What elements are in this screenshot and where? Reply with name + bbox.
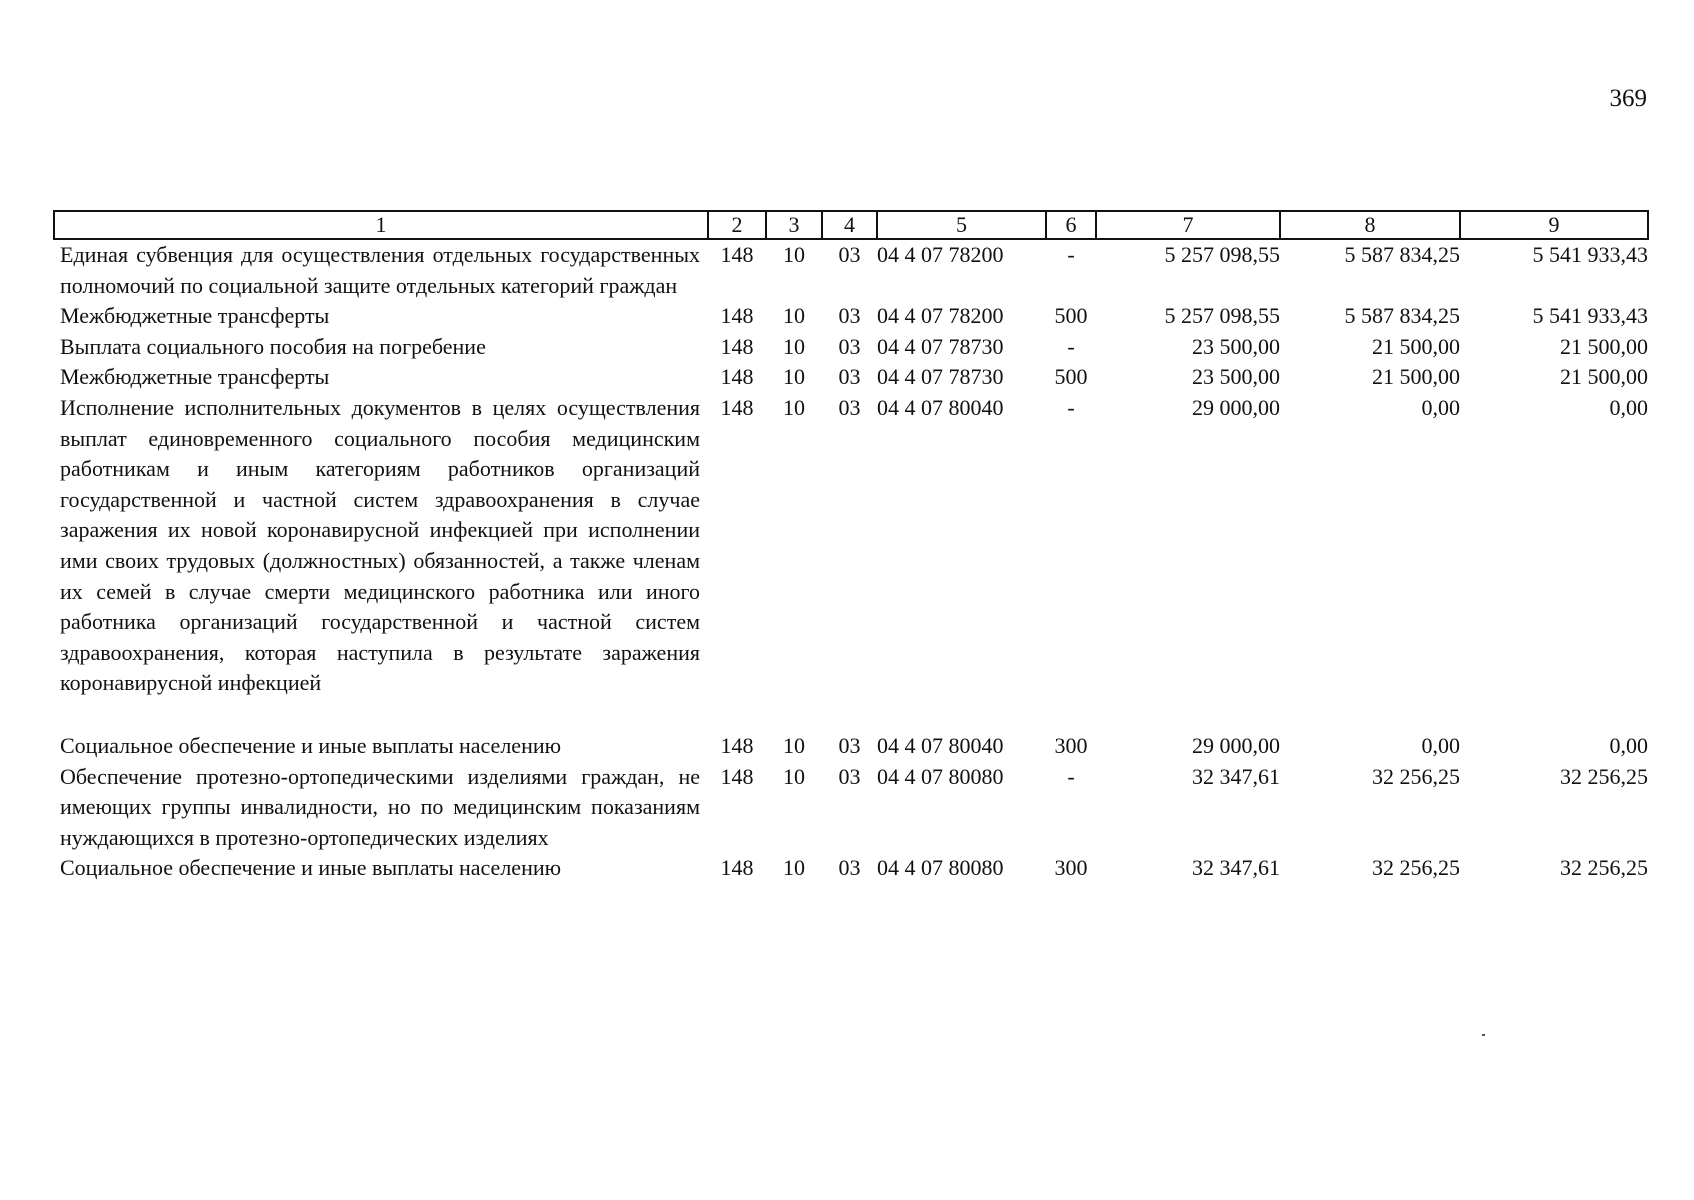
- row-col-9: 0,00: [1609, 394, 1648, 420]
- header-col-6: 6: [1046, 211, 1096, 239]
- header-col-1: 1: [54, 211, 708, 239]
- row-col-2: 148: [720, 763, 754, 789]
- row-col-6: 500: [1054, 303, 1088, 329]
- row-col-7: 23 500,00: [1192, 333, 1280, 359]
- row-name: Социальное обеспечение и иные выплаты населению: [60, 855, 562, 881]
- row-name: Межбюджетные трансферты: [60, 303, 330, 329]
- row-col-2: 148: [720, 855, 754, 881]
- row-col-8: 21 500,00: [1372, 364, 1460, 390]
- row-col-5: 04 4 07 80040: [877, 732, 1004, 758]
- row-col-4: 03: [838, 364, 861, 390]
- row-col-8: 5 587 834,25: [1344, 303, 1460, 329]
- row-col-6: 300: [1054, 732, 1088, 758]
- row-col-5: 04 4 07 78730: [877, 364, 1004, 390]
- row-col-3: 10: [783, 303, 805, 329]
- row-spacer: [54, 699, 1648, 731]
- row-col-6: -: [1067, 242, 1075, 267]
- row-col-5: 04 4 07 78730: [877, 333, 1004, 359]
- table-row: [54, 393, 1648, 699]
- row-col-6: -: [1067, 394, 1075, 420]
- row-col-6: -: [1067, 333, 1075, 359]
- row-col-4: 03: [838, 394, 861, 420]
- table-row: [54, 239, 1648, 301]
- row-col-9: 32 256,25: [1560, 763, 1648, 789]
- row-col-6: 500: [1054, 364, 1088, 390]
- row-col-7: 32 347,61: [1192, 763, 1280, 789]
- row-col-7: 32 347,61: [1192, 855, 1280, 881]
- header-row: [54, 211, 1648, 239]
- row-col-3: 10: [783, 394, 805, 420]
- row-col-5: 04 4 07 80080: [877, 855, 1004, 881]
- row-col-3: 10: [783, 333, 805, 359]
- row-name: Обеспечение протезно-ортопедическими изделиями граждан, не имеющих группы инвалидности, но по медицинским показаниям нуждающихся в протезно-ортопедических изделиях: [60, 763, 700, 850]
- table-row: [54, 332, 1648, 363]
- row-col-7: 23 500,00: [1192, 364, 1280, 390]
- table-header: [54, 211, 1648, 239]
- row-col-8: 0,00: [1421, 732, 1460, 758]
- header-col-4: 4: [822, 211, 877, 239]
- table-row: [54, 853, 1648, 884]
- row-name: Выплата социального пособия на погребение: [60, 333, 486, 359]
- row-col-9: 32 256,25: [1560, 855, 1648, 881]
- row-col-2: 148: [720, 364, 754, 390]
- header-col-8: 8: [1280, 211, 1460, 239]
- spacer-cell: [54, 699, 1648, 731]
- row-col-4: 03: [838, 763, 861, 789]
- row-col-8: 32 256,25: [1372, 855, 1460, 881]
- table-row: [54, 731, 1648, 762]
- row-col-9: 21 500,00: [1560, 364, 1648, 390]
- row-col-3: 10: [783, 364, 805, 390]
- header-col-3: 3: [766, 211, 822, 239]
- row-col-2: 148: [720, 333, 754, 359]
- row-col-5: 04 4 07 78200: [877, 303, 1004, 329]
- row-col-5: 04 4 07 80080: [877, 763, 1004, 789]
- table-row: [54, 762, 1648, 854]
- scan-speck: [1482, 1034, 1485, 1036]
- row-col-2: 148: [720, 303, 754, 329]
- budget-table: [53, 210, 1649, 884]
- row-col-3: 10: [783, 855, 805, 881]
- row-col-4: 03: [838, 855, 861, 881]
- row-col-7: 5 257 098,55: [1164, 303, 1280, 329]
- row-name: Исполнение исполнительных документов в целях осуществления выплат единовременного социального пособия медицинским работникам и иным категориям работников организаций государственной и частной систем здравоохранения в случае заражения их новой коронавирусной инфекцией при исполнении ими своих трудовых (должностных) обязанностей, а также членам их семей в случае смерти медицинского работника или иного работника организаций государственной и частной систем здравоохранения, которая наступила в результате заражения коронавирусной инфекцией: [60, 394, 700, 696]
- row-col-4: 03: [838, 333, 861, 359]
- row-col-5: 04 4 07 78200: [877, 242, 1004, 267]
- row-col-9: 5 541 933,43: [1532, 242, 1648, 267]
- row-col-3: 10: [783, 732, 805, 758]
- row-col-5: 04 4 07 80040: [877, 394, 1004, 420]
- row-col-9: 21 500,00: [1560, 333, 1648, 359]
- row-col-9: 0,00: [1609, 732, 1648, 758]
- row-col-7: 29 000,00: [1192, 394, 1280, 420]
- row-col-7: 29 000,00: [1192, 732, 1280, 758]
- row-col-8: 5 587 834,25: [1344, 242, 1460, 267]
- table-body: [54, 239, 1648, 884]
- row-col-8: 0,00: [1421, 394, 1460, 420]
- row-name: Единая субвенция для осуществления отдельных государственных полномочий по социальной защите отдельных категорий граждан: [60, 242, 700, 298]
- row-name: Межбюджетные трансферты: [60, 364, 330, 390]
- row-col-2: 148: [720, 732, 754, 758]
- row-col-2: 148: [720, 394, 754, 420]
- row-col-3: 10: [783, 242, 805, 267]
- row-name: Социальное обеспечение и иные выплаты населению: [60, 732, 562, 758]
- row-col-4: 03: [838, 732, 861, 758]
- header-col-9: 9: [1460, 211, 1648, 239]
- header-col-7: 7: [1096, 211, 1280, 239]
- row-col-4: 03: [838, 242, 861, 267]
- table-row: [54, 362, 1648, 393]
- row-col-7: 5 257 098,55: [1164, 242, 1280, 267]
- row-col-3: 10: [783, 763, 805, 789]
- row-col-6: 300: [1054, 855, 1088, 881]
- header-col-5: 5: [877, 211, 1046, 239]
- table-row: [54, 301, 1648, 332]
- row-col-2: 148: [720, 242, 754, 267]
- row-col-6: -: [1067, 763, 1075, 789]
- header-col-2: 2: [708, 211, 766, 239]
- row-col-8: 32 256,25: [1372, 763, 1460, 789]
- page-number: 369: [1609, 85, 1647, 112]
- row-col-8: 21 500,00: [1372, 333, 1460, 359]
- row-col-4: 03: [838, 303, 861, 329]
- row-col-9: 5 541 933,43: [1532, 303, 1648, 329]
